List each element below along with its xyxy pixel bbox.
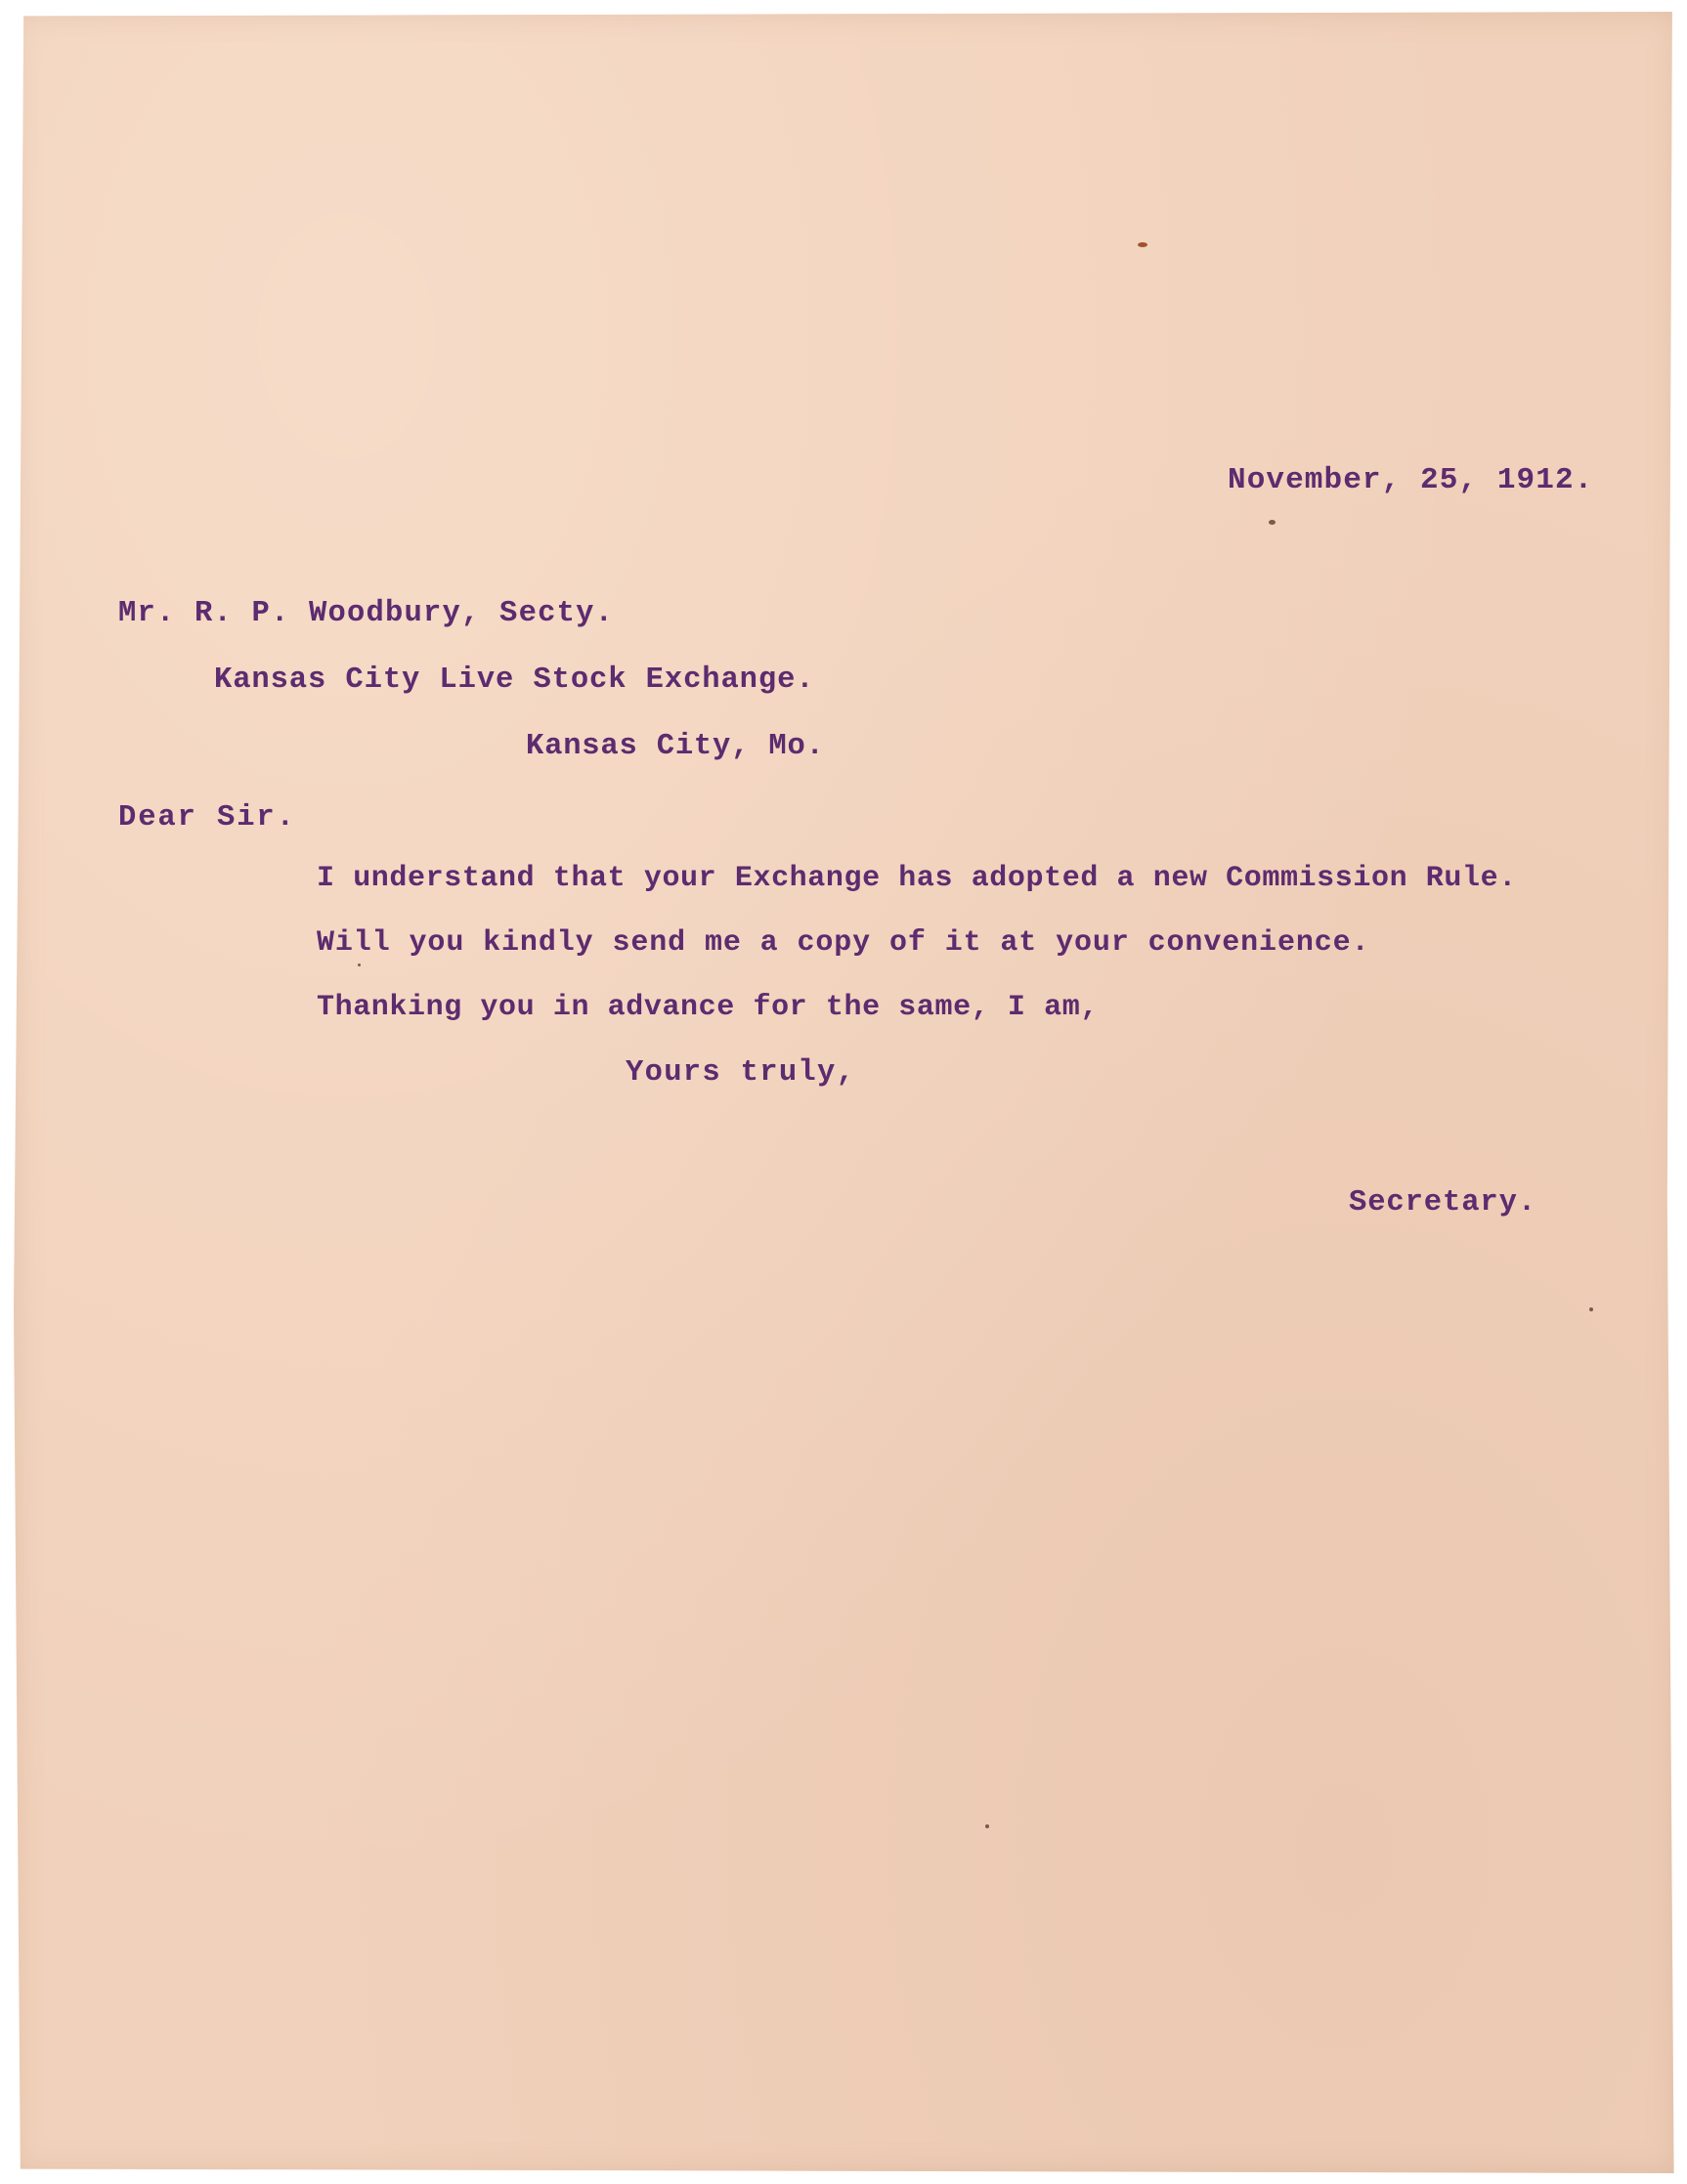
body-line-2: Will you kindly send me a copy of it at your convenience. [317, 926, 1370, 960]
recipient-name: Mr. R. P. Woodbury, Secty. [118, 597, 615, 630]
closing: Yours truly, [626, 1056, 856, 1090]
salutation: Dear Sir. [118, 801, 296, 835]
paper-speck [1138, 242, 1147, 247]
signature-title: Secretary. [1349, 1186, 1537, 1220]
body-line-3: Thanking you in advance for the same, I am, [317, 991, 1099, 1024]
paper-speck [358, 964, 361, 966]
recipient-city: Kansas City, Mo. [526, 730, 825, 763]
paper-speck [985, 1824, 989, 1828]
body-line-1: I understand that your Exchange has adopted a new Commission Rule. [317, 862, 1517, 895]
letter-page [14, 12, 1677, 2173]
paper-speck [1269, 520, 1276, 525]
letter-date: November, 25, 1912. [1228, 463, 1594, 497]
recipient-organization: Kansas City Live Stock Exchange. [214, 664, 815, 697]
paper-speck [1589, 1307, 1593, 1311]
